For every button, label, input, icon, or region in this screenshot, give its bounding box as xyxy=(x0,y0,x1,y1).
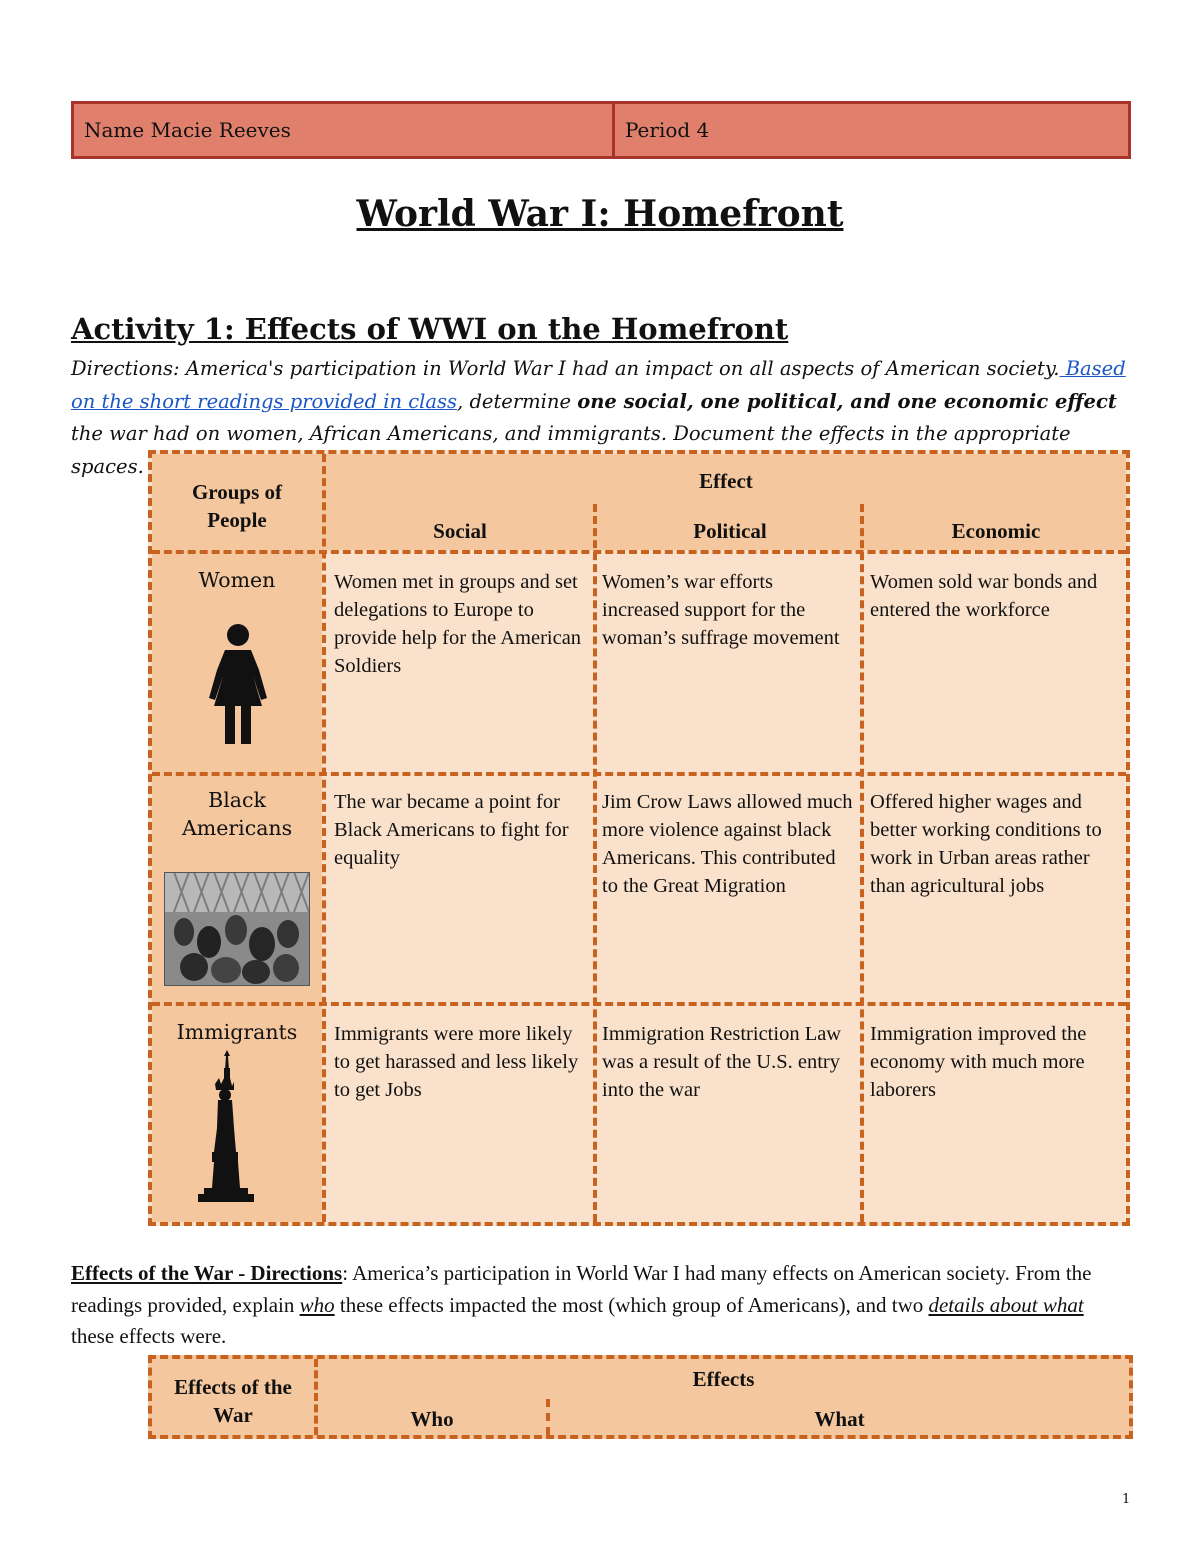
page-number: 1 xyxy=(1122,1492,1131,1507)
group-cell-black-americans xyxy=(152,776,322,1002)
page-title: World War I: Homefront xyxy=(356,193,844,235)
political-header: Political xyxy=(693,519,767,543)
directions-prefix: Directions: America's participation in World War I had an impact on all aspects of American society. xyxy=(71,357,1060,380)
effect-header: Effect xyxy=(699,469,753,493)
effects-text-3: these effects were. xyxy=(71,1324,227,1348)
student-info-box xyxy=(71,101,1131,159)
women-economic-cell: Women sold war bonds and entered the workforce xyxy=(870,571,1098,621)
effects-heading: Effects of the War - Directions xyxy=(71,1261,343,1285)
group-label-black-americans: Black Americans xyxy=(182,788,293,840)
black-americans-economic-cell: Offered higher wages and better working conditions to work in Urban areas rather than agricultural jobs xyxy=(870,791,1102,897)
migration-painting-image xyxy=(164,872,310,986)
statue-of-liberty-icon xyxy=(194,1048,260,1204)
readings-link[interactable]: Based on the short readings provided in class xyxy=(71,357,1126,413)
immigrants-economic-cell: Immigration improved the economy with much more laborers xyxy=(870,1023,1087,1101)
group-cell-women xyxy=(152,554,322,772)
divider xyxy=(322,454,326,1222)
women-political-cell: Women’s war efforts increased support for the woman’s suffrage movement xyxy=(602,571,840,649)
directions-bold: one social, one political, and one economic effect xyxy=(577,389,1117,413)
directions-suffix: the war had on women, African Americans, and immigrants. Document the effects in the appropriate spaces. xyxy=(71,422,1071,478)
details-emphasis: details about what xyxy=(928,1292,1084,1317)
effects-header: Effects xyxy=(692,1367,755,1391)
directions-middle: , determine xyxy=(457,389,578,413)
effects-of-war-table xyxy=(148,1355,1133,1439)
effects-text-1: : America’s participation in World War I had many effects on American society. From the readings provided, explain xyxy=(71,1261,1092,1317)
what-header: What xyxy=(814,1407,865,1431)
social-header: Social xyxy=(433,519,487,543)
name-field[interactable]: Name Macie Reeves xyxy=(74,104,615,156)
group-label-immigrants: Immigrants xyxy=(176,1020,298,1044)
period-field[interactable]: Period 4 xyxy=(625,118,710,142)
divider xyxy=(860,504,864,1222)
black-americans-political-cell: Jim Crow Laws allowed much more violence against black Americans. This contributed to the Great Migration xyxy=(602,791,853,897)
immigrants-social-cell: Immigrants were more likely to get harassed and less likely to get Jobs xyxy=(334,1023,579,1101)
effects-of-war-header: Effects of the War xyxy=(174,1375,292,1427)
woman-icon xyxy=(208,624,268,746)
who-header: Who xyxy=(410,1407,454,1431)
group-label-women: Women xyxy=(198,568,276,592)
economic-header: Economic xyxy=(951,519,1041,543)
who-emphasis: who xyxy=(299,1292,335,1317)
effects-text-2: these effects impacted the most (which group of Americans), and two xyxy=(334,1292,929,1317)
divider xyxy=(593,504,597,1222)
activity-heading: Activity 1: Effects of WWI on the Homefront xyxy=(71,312,789,346)
women-social-cell: Women met in groups and set delegations to Europe to provide help for the American Soldiers xyxy=(334,571,582,677)
effects-directions xyxy=(71,1258,1131,1353)
groups-of-people-header: Groups of People xyxy=(191,480,283,532)
group-cell-immigrants xyxy=(152,1006,322,1222)
immigrants-political-cell: Immigration Restriction Law was a result of the U.S. entry into the war xyxy=(602,1023,842,1101)
effects-table xyxy=(148,450,1130,1226)
black-americans-social-cell: The war became a point for Black Americans to fight for equality xyxy=(334,791,569,869)
